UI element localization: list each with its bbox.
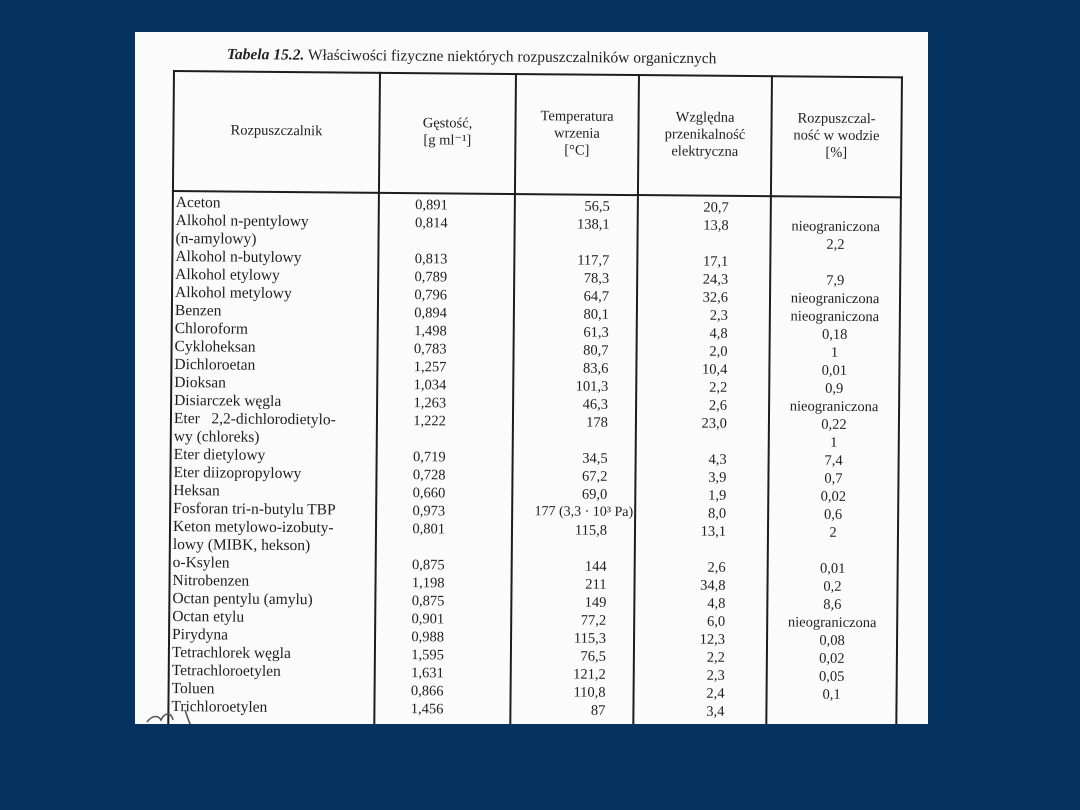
density-value: 1,198 (411, 575, 445, 592)
water-solubility-value: 0,02 (820, 488, 847, 505)
header-boiling-point: Temperatura wrzenia [°C] (540, 107, 614, 159)
permittivity-value: 1,9 (708, 487, 727, 504)
density-value: 0,973 (412, 503, 446, 520)
water-solubility-value: 7,4 (824, 452, 843, 469)
permittivity-value: 32,6 (702, 289, 729, 306)
permittivity-value: 34,8 (700, 577, 726, 594)
density-value: 0,814 (414, 215, 448, 232)
boiling-point-value: 115,3 (573, 630, 607, 647)
boiling-point-value: 78,3 (583, 270, 610, 287)
boiling-point-value: 115,8 (574, 522, 608, 539)
water-solubility-value: nieograniczona (790, 308, 880, 326)
boiling-point-value: 80,7 (583, 342, 609, 359)
density-value: 0,783 (413, 341, 447, 358)
boiling-point-value: 117,7 (577, 252, 610, 269)
water-solubility-value: 0,9 (825, 380, 844, 397)
water-solubility-value: 0,1 (822, 686, 841, 703)
permittivity-value: 12,3 (699, 631, 726, 648)
permittivity-value: 17,1 (702, 253, 729, 270)
density-value: 1,595 (411, 647, 444, 664)
solvent-line: Octan pentylu (amylu) (172, 590, 313, 609)
water-solubility-value: 8,6 (823, 596, 842, 613)
caption-label: Tabela 15.2. (226, 46, 305, 64)
permittivity-value: 2,2 (709, 379, 728, 396)
permittivity-value: 3,4 (706, 703, 725, 720)
boiling-point-value: 34,5 (582, 450, 608, 467)
water-solubility-value: 0,22 (821, 416, 847, 433)
boiling-point-value: 178 (586, 414, 609, 431)
solvent-line: Toluen (171, 680, 215, 698)
density-value: 1,498 (414, 323, 447, 340)
permittivity-value: 4,8 (709, 325, 728, 342)
permittivity-value: 2,0 (709, 343, 728, 360)
permittivity-value: 4,8 (707, 595, 726, 612)
solvent-line: Alkohol n-butylowy (175, 248, 302, 267)
solvent-line: Cykloheksan (174, 338, 256, 356)
water-solubility-value: 7,9 (826, 272, 845, 289)
boiling-point-value: 67,2 (582, 468, 608, 485)
density-value: 0,660 (412, 485, 446, 502)
water-solubility-value: 1 (830, 434, 838, 451)
water-solubility-value: 0,05 (818, 668, 845, 685)
boiling-point-value: 76,5 (580, 648, 606, 665)
header-water-solubility: Rozpuszczal- ność w wodzie [%] (793, 109, 880, 161)
solvent-line: Eter diizopropylowy (173, 464, 302, 483)
permittivity-value: 20,7 (703, 199, 729, 216)
density-value: 1,034 (413, 377, 447, 394)
solvent-line: Benzen (174, 302, 222, 320)
permittivity-value: 23,0 (701, 415, 728, 432)
density-value: 0,891 (415, 197, 448, 214)
solvent-line: Pirydyna (171, 626, 229, 644)
header-density: Gęstość, [g ml⁻¹] (422, 115, 473, 149)
density-value: 0,875 (411, 593, 445, 610)
solvents-table (165, 70, 907, 724)
solvent-line: Eter 2,2-dichlorodietylo- (173, 410, 336, 429)
density-value: 0,801 (412, 521, 446, 538)
water-solubility-value: 0,01 (819, 560, 846, 577)
water-solubility-value: nieograniczona (789, 398, 879, 416)
handwritten-mark (145, 708, 225, 724)
density-value: 0,719 (412, 449, 446, 466)
header-solvent: Rozpuszczalnik (230, 122, 323, 139)
boiling-point-value: 121,2 (573, 666, 606, 683)
density-value: 1,257 (413, 359, 447, 376)
density-value: 0,901 (411, 611, 445, 628)
solvent-line: Keton metylowo-izobuty- (172, 518, 334, 537)
water-solubility-value: nieograniczona (790, 290, 880, 308)
water-solubility-value: 2,2 (826, 236, 845, 253)
solvent-line: o-Ksylen (172, 554, 230, 572)
solvent-line: Eter dietylowy (173, 446, 266, 464)
density-value: 0,728 (412, 467, 446, 484)
permittivity-value: 8,0 (707, 505, 727, 522)
boiling-point-value: 77,2 (580, 612, 607, 629)
solvent-line: Dichloroetan (174, 356, 256, 374)
solvent-line: Heksan (173, 482, 220, 500)
boiling-point-value: 144 (584, 558, 607, 575)
solvent-line: Fosforan tri-n-butylu TBP (173, 500, 336, 519)
boiling-point-value: 46,3 (582, 396, 609, 413)
density-value: 0,789 (414, 269, 448, 286)
solvent-line: wy (chloreks) (173, 428, 260, 446)
boiling-point-value: 69,0 (581, 486, 608, 503)
table-caption (227, 46, 717, 68)
permittivity-value: 10,4 (701, 361, 728, 378)
density-value: 0,875 (411, 557, 445, 574)
solvent-line: lowy (MIBK, hekson) (172, 536, 311, 555)
solvent-line: Tetrachlorek węgla (171, 644, 291, 663)
boiling-point-value: 80,1 (583, 306, 609, 323)
solvent-line: (n-amylowy) (175, 230, 257, 248)
boiling-point-value: 61,3 (583, 324, 609, 341)
density-value: 1,631 (411, 665, 444, 682)
solvent-line: Nitrobenzen (172, 572, 250, 590)
water-solubility-value: nieograniczona (787, 614, 877, 632)
water-solubility-value: 0,18 (821, 326, 848, 343)
permittivity-value: 13,1 (700, 523, 727, 540)
solvent-line: Chloroform (174, 320, 249, 338)
water-solubility-value: nieograniczona (791, 218, 881, 236)
density-value: 0,796 (414, 287, 448, 304)
solvent-line: Disiarczek węgla (174, 392, 282, 410)
boiling-point-value: 56,5 (584, 198, 610, 215)
boiling-point-value: 83,6 (582, 360, 609, 377)
solvent-line: Aceton (175, 194, 221, 212)
solvent-line: Trichloroetylen (171, 698, 268, 716)
water-solubility-value: 0,01 (821, 362, 848, 379)
solvent-line: Alkohol n-pentylowy (175, 212, 309, 231)
water-solubility-value: 0,08 (819, 632, 845, 649)
density-value: 1,263 (413, 395, 447, 412)
boiling-point-value: 110,8 (573, 684, 606, 701)
density-value: 1,456 (410, 701, 444, 718)
solvent-line: Tetrachloroetylen (171, 662, 281, 680)
density-value: 1,222 (413, 413, 447, 430)
permittivity-value: 24,3 (702, 271, 729, 288)
solvent-line: Dioksan (174, 374, 227, 392)
permittivity-value: 2,3 (709, 307, 728, 324)
solvent-line: Octan etylu (172, 608, 245, 626)
permittivity-value: 2,6 (707, 559, 726, 576)
water-solubility-value: 0,02 (819, 650, 845, 667)
density-value: 0,894 (414, 305, 447, 322)
permittivity-value: 4,3 (708, 451, 727, 468)
density-value: 0,988 (411, 629, 445, 646)
water-solubility-value: 0,7 (824, 470, 843, 487)
boiling-point-value: 149 (584, 594, 607, 611)
boiling-point-value: 138,1 (576, 216, 610, 233)
permittivity-value: 2,2 (706, 649, 725, 666)
boiling-point-value: 101,3 (575, 378, 609, 395)
permittivity-value: 3,9 (708, 469, 727, 486)
boiling-point-value: 211 (585, 576, 607, 593)
water-solubility-value: 2 (829, 524, 837, 541)
water-solubility-value: 0,2 (823, 578, 842, 595)
table-border-top (173, 70, 903, 78)
density-value: 0,866 (410, 683, 444, 700)
solvent-line: Alkohol metylowy (174, 284, 292, 303)
header-permittivity: Względna przenikalność elektryczna (664, 108, 746, 160)
boiling-point-value: 64,7 (583, 288, 610, 305)
water-solubility-value: 1 (830, 344, 839, 361)
permittivity-value: 2,4 (706, 685, 725, 702)
density-value: 0,813 (414, 251, 448, 268)
permittivity-value: 2,3 (706, 667, 725, 684)
water-solubility-value: 0,6 (824, 506, 843, 523)
solvent-line: Alkohol etylowy (175, 266, 280, 284)
permittivity-value: 2,6 (708, 397, 728, 414)
scanned-page (135, 32, 928, 724)
boiling-point-value: 177 (3,3 · 10³ Pa) (534, 504, 634, 521)
permittivity-value: 13,8 (703, 217, 729, 234)
caption-title: Właściwości fizyczne niektórych rozpuszczalników organicznych (304, 46, 717, 68)
boiling-point-value: 87 (590, 702, 606, 719)
permittivity-value: 6,0 (707, 613, 726, 630)
